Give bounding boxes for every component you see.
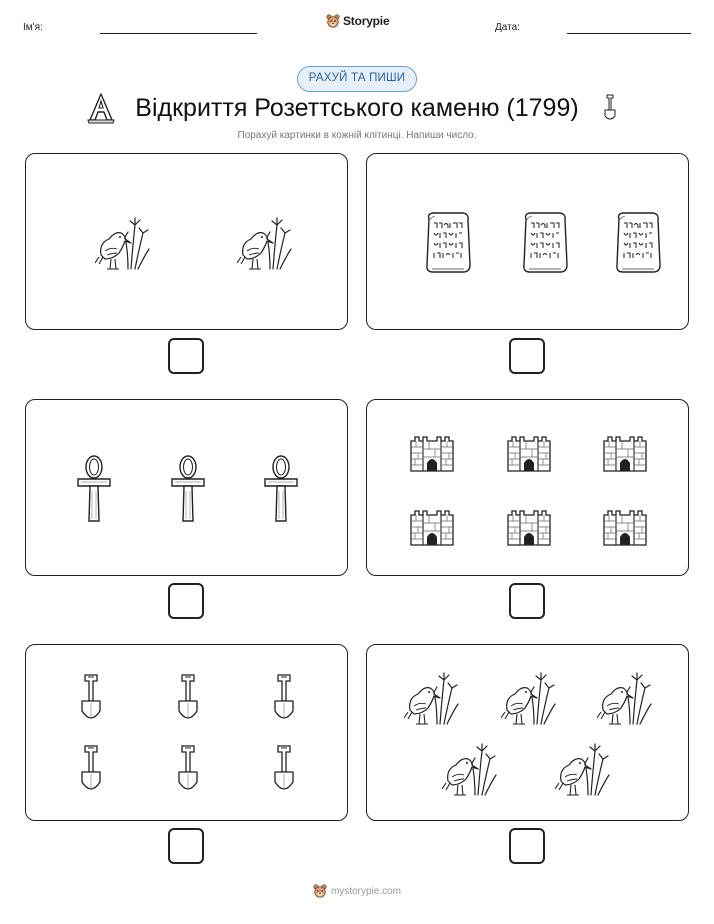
ibis-papyrus-picture [237,213,293,278]
answer-box-2[interactable] [509,338,545,374]
count-panel-3 [25,399,348,576]
brand-logo [326,14,389,28]
alpha-letter-icon [86,92,116,124]
rosetta-stone-picture [423,211,473,280]
count-panel-4 [366,399,689,576]
castle-picture [506,433,552,478]
castle-picture [602,433,648,478]
shovel-picture [272,744,296,799]
ibis-papyrus-picture [501,668,557,733]
rosetta-stone-picture [613,211,663,280]
date-line[interactable] [567,33,691,34]
count-panel-5 [25,644,348,821]
castle-picture [602,507,648,552]
rosetta-stone-picture [520,211,570,280]
ibis-papyrus-picture [442,739,498,804]
shovel-picture [79,744,103,799]
shovel-icon [603,94,617,122]
ibis-papyrus-picture [404,668,460,733]
name-line[interactable] [100,33,257,34]
shovel-picture [79,673,103,728]
count-panel-2 [366,153,689,330]
ibis-papyrus-picture [597,668,653,733]
brand-name: Storypie [343,14,390,28]
castle-picture [409,507,455,552]
answer-box-6[interactable] [509,828,545,864]
count-panel-6 [366,644,689,821]
answer-box-5[interactable] [168,828,204,864]
shovel-picture [176,673,200,728]
shovel-picture [176,744,200,799]
castle-picture [506,507,552,552]
footer [0,884,714,898]
ankh-picture [76,453,112,530]
activity-badge: РАХУЙ ТА ПИШИ [297,66,417,92]
ankh-picture [263,453,299,530]
ibis-papyrus-picture [95,213,151,278]
answer-box-4[interactable] [509,583,545,619]
page-title: Відкриття Розеттського каменю (1799) [135,94,579,122]
castle-picture [409,433,455,478]
shovel-picture [272,673,296,728]
count-panel-1 [25,153,348,330]
date-label: Дата: [495,22,520,33]
answer-box-1[interactable] [168,338,204,374]
ankh-picture [170,453,206,530]
answer-box-3[interactable] [168,583,204,619]
ibis-papyrus-picture [555,739,611,804]
bear-mascot-icon [326,14,340,28]
instruction-text: Порахуй картинки в кожній клітинці. Напиши число. [237,130,477,141]
bear-mascot-icon [313,884,327,898]
footer-url: mystorypie.com [330,885,401,897]
name-label: Ім'я: [23,22,43,33]
